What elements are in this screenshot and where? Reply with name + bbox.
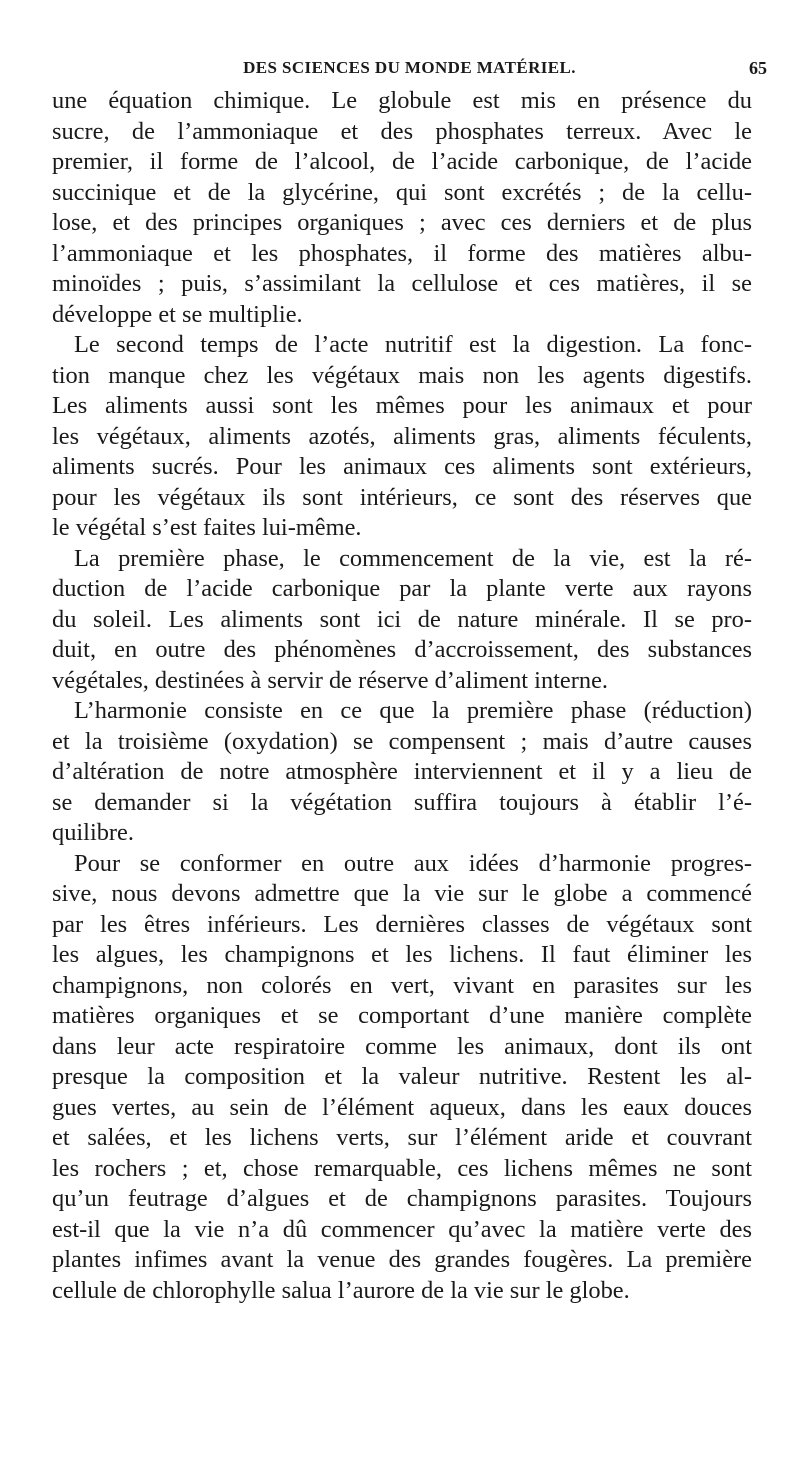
text-line: par les êtres inférieurs. Les dernières classes de végétaux sont [52, 910, 752, 938]
text-line: lose, et des principes organiques ; avec ces derniers et de plus [52, 209, 752, 236]
text-line: Pour se conformer en outre aux idées d’harmonie progres- [74, 849, 752, 877]
text-line: et salées, et les lichens verts, sur l’élément aride et couvrant [52, 1124, 752, 1151]
text-line: dans leur acte respiratoire comme les animaux, dont ils ont [52, 1032, 752, 1060]
body-text [52, 86, 752, 1306]
text-line: L’harmonie consiste en ce que la première phase (réduction) [74, 697, 752, 724]
text-line: développe et se multiplie. [52, 300, 303, 328]
text-line: premier, il forme de l’alcool, de l’acide carbonique, de l’acide [52, 148, 752, 175]
text-line: Le second temps de l’acte nutritif est la digestion. La fonc- [74, 331, 752, 358]
text-line: du soleil. Les aliments sont ici de nature minérale. Il se pro- [52, 605, 752, 633]
text-line: est-il que la vie n’a dû commencer qu’avec la matière verte des [52, 1215, 752, 1243]
text-line: duction de l’acide carbonique par la plante verte aux rayons [52, 575, 752, 602]
text-line: sucre, de l’ammoniaque et des phosphates terreux. Avec le [52, 117, 752, 145]
text-line: succinique et de la glycérine, qui sont excrétés ; de la cellu- [52, 178, 752, 206]
text-line: Les aliments aussi sont les mêmes pour les animaux et pour [52, 392, 752, 419]
text-line: une équation chimique. Le globule est mis en présence du [52, 87, 752, 114]
text-line: le végétal s’est faites lui-même. [52, 514, 362, 541]
text-line: pour les végétaux ils sont intérieurs, ce sont des réserves que [52, 483, 752, 511]
text-line: les végétaux, aliments azotés, aliments gras, aliments féculents, [52, 422, 752, 450]
text-line: les rochers ; et, chose remarquable, ces lichens mêmes ne sont [52, 1154, 752, 1182]
text-line: l’ammoniaque et les phosphates, il forme des matières albu- [52, 239, 752, 267]
text-line: minoïdes ; puis, s’assimilant la cellulose et ces matières, il se [52, 270, 752, 297]
text-line: qu’un feutrage d’algues et de champignons parasites. Toujours [52, 1185, 752, 1212]
text-line: gues vertes, au sein de l’élément aqueux, dans les eaux douces [52, 1093, 752, 1121]
text-line: aliments sucrés. Pour les animaux ces aliments sont extérieurs, [52, 453, 752, 480]
text-line: cellule de chlorophylle salua l’aurore de la vie sur le globe. [52, 1276, 630, 1304]
text-line: végétales, destinées à servir de réserve d’aliment interne. [52, 666, 608, 694]
text-line: La première phase, le commencement de la vie, est la ré- [74, 544, 752, 572]
text-line: d’altération de notre atmosphère interviennent et il y a lieu de [52, 758, 752, 785]
text-line: et la troisième (oxydation) se compensent ; mais d’autre causes [52, 727, 752, 755]
text-line: champignons, non colorés en vert, vivant en parasites sur les [52, 971, 752, 999]
text-line: presque la composition et la valeur nutritive. Restent les al- [52, 1063, 752, 1090]
text-line: tion manque chez les végétaux mais non les agents digestifs. [52, 361, 752, 389]
running-head [52, 58, 767, 80]
running-title: DES SCIENCES DU MONDE MATÉRIEL. [243, 58, 576, 77]
text-line: plantes infimes avant la venue des grandes fougères. La première [52, 1246, 752, 1273]
text-line: matières organiques et se comportant d’une manière complète [52, 1002, 752, 1029]
page-number: 65 [749, 58, 767, 78]
text-line: sive, nous devons admettre que la vie sur le globe a commencé [52, 880, 752, 907]
text-line: les algues, les champignons et les lichens. Il faut éliminer les [52, 941, 752, 968]
text-line: duit, en outre des phénomènes d’accroissement, des substances [52, 636, 752, 663]
text-line: quilibre. [52, 819, 134, 846]
text-line: se demander si la végétation suffira toujours à établir l’é- [52, 788, 752, 816]
